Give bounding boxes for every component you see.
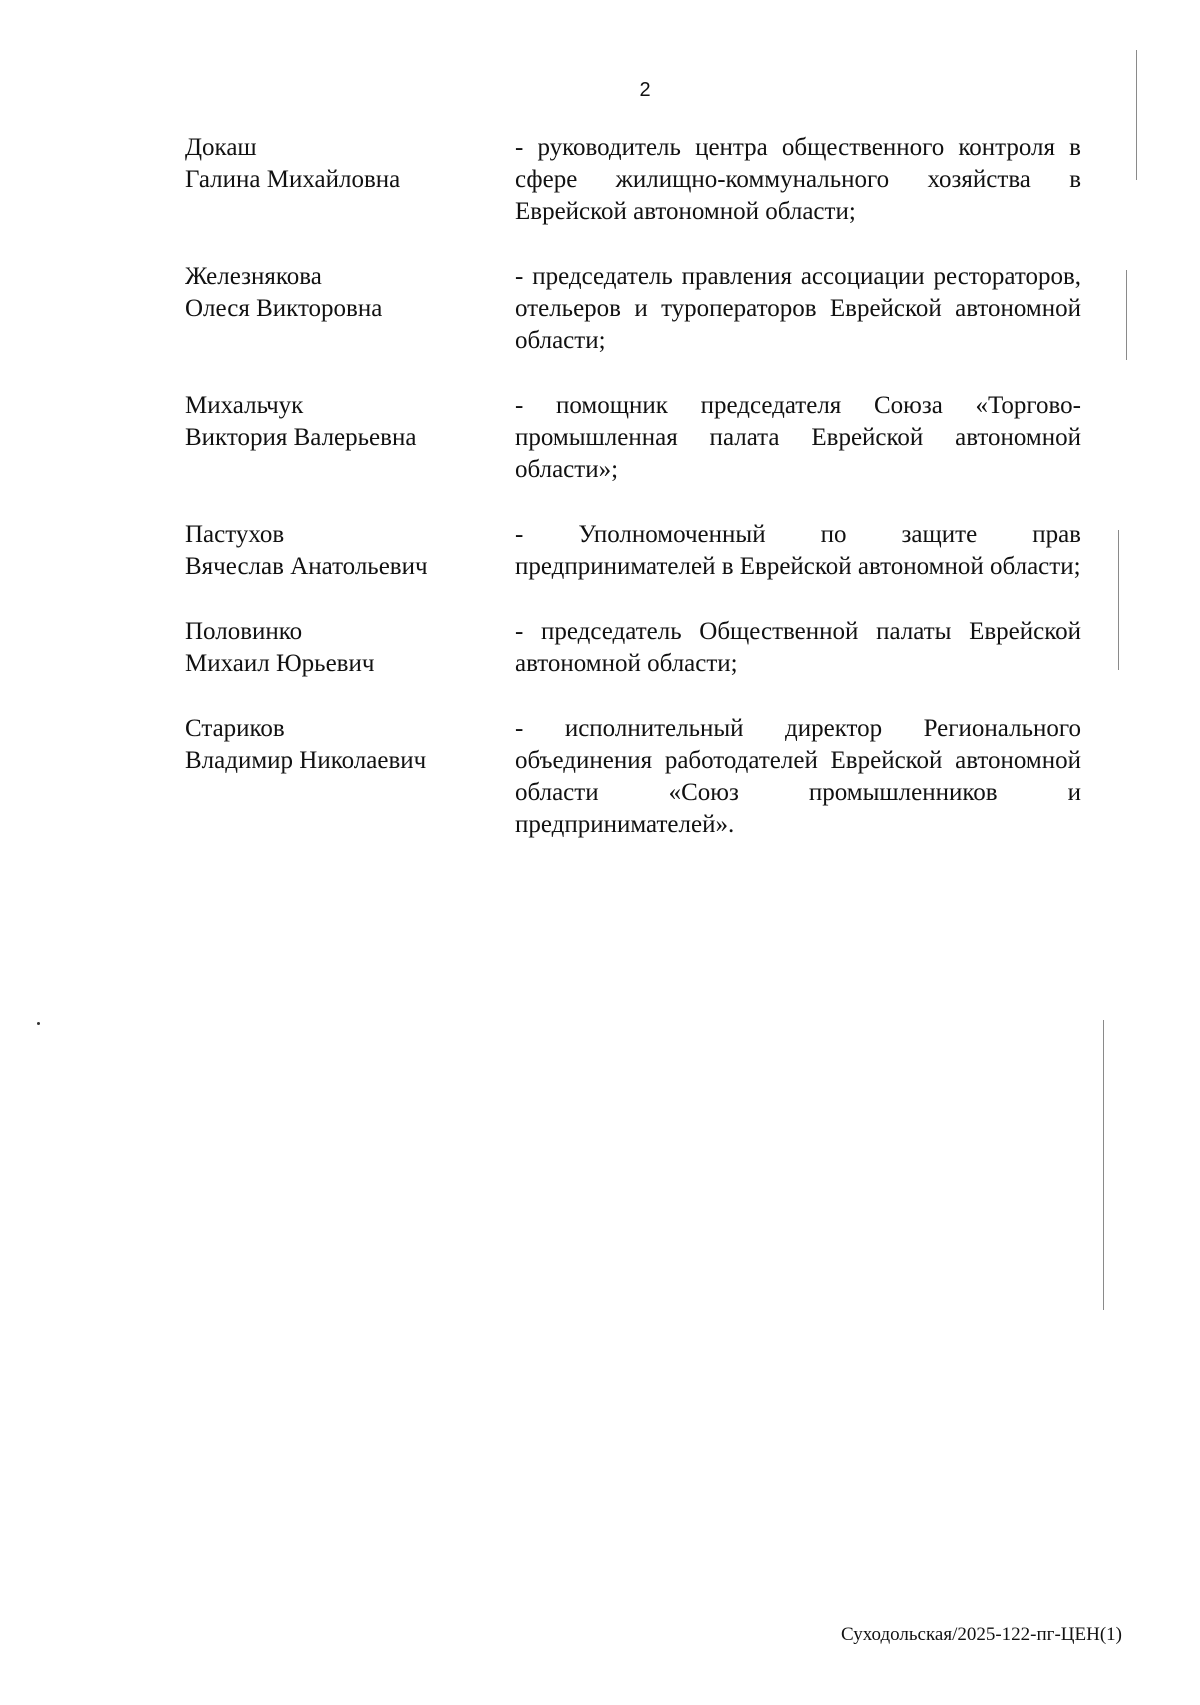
member-surname: Михальчук (185, 392, 304, 419)
member-name (185, 132, 515, 228)
page-number: 2 (639, 79, 651, 101)
member-surname: Стариков (185, 715, 285, 742)
member-given-names: Владимир Николаевич (185, 747, 427, 774)
member-list (185, 132, 1085, 874)
member-surname: Докаш (185, 134, 257, 161)
scan-artifact-line (1126, 270, 1127, 360)
member-name (185, 519, 515, 583)
member-role: - Уполномоченный по защите прав предпринимателей в Еврейской автономной области; (515, 521, 1081, 580)
scan-artifact-line (1118, 530, 1119, 670)
member-entry (185, 390, 1085, 486)
member-role: - исполнительный директор Регионального объединения работодателей Еврейской автономной области «Союз промышленников и предпринимателей». (515, 715, 1081, 838)
member-role: - руководитель центра общественного контроля в сфере жилищно-коммунального хозяйства в Еврейской автономной области; (515, 134, 1081, 225)
member-surname: Половинко (185, 618, 303, 645)
member-entry (185, 132, 1085, 228)
member-name (185, 390, 515, 486)
member-entry (185, 519, 1085, 583)
member-given-names: Олеся Викторовна (185, 295, 383, 322)
scan-artifact-dot (37, 1022, 40, 1025)
member-name (185, 616, 515, 680)
member-given-names: Галина Михайловна (185, 166, 401, 193)
member-name (185, 713, 515, 841)
member-surname: Пастухов (185, 521, 285, 548)
member-entry (185, 616, 1085, 680)
member-given-names: Виктория Валерьевна (185, 424, 417, 451)
member-role: - председатель Общественной палаты Еврейской автономной области; (515, 618, 1081, 677)
member-surname: Железнякова (185, 263, 322, 290)
member-given-names: Вячеслав Анатольевич (185, 553, 428, 580)
document-reference-code: Суходольская/2025-122-пг-ЦЕН(1) (841, 1624, 1122, 1645)
member-role: - помощник председателя Союза «Торгово-промышленная палата Еврейской автономной области»; (515, 392, 1081, 483)
member-role: - председатель правления ассоциации рестораторов, отельеров и туроператоров Еврейской автономной области; (515, 263, 1081, 354)
member-entry (185, 713, 1085, 841)
member-entry (185, 261, 1085, 357)
scan-artifact-line (1103, 1020, 1104, 1310)
scan-artifact-line (1136, 50, 1137, 180)
member-given-names: Михаил Юрьевич (185, 650, 375, 677)
member-name (185, 261, 515, 357)
